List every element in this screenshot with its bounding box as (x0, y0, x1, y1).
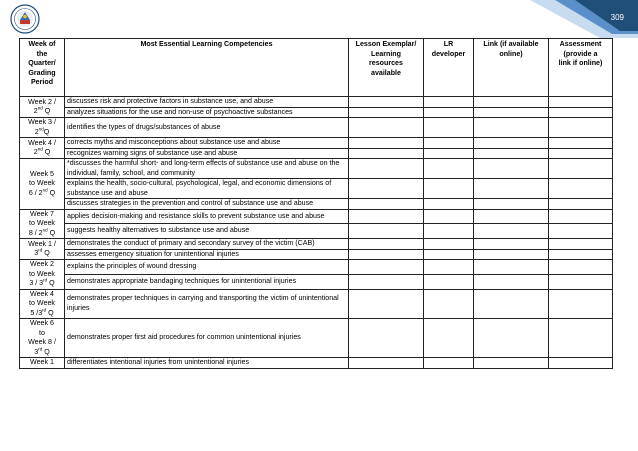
lr-cell (424, 138, 474, 149)
week-cell (20, 319, 65, 358)
week-ordinal: rd (38, 247, 43, 253)
competency-cell: identifies the types of drugs/substances of abuse (65, 118, 349, 138)
lesson-cell (349, 224, 424, 239)
competency-cell: explains the principles of wound dressing (65, 260, 349, 275)
col-melc-header: Most Essential Learning Competencies (65, 39, 349, 97)
competency-cell: demonstrates proper techniques in carrying and transporting the victim of unintentional injuries (65, 289, 349, 319)
col-lesson-header (349, 39, 424, 97)
lesson-cell (349, 159, 424, 179)
assessment-cell (549, 209, 613, 224)
assessment-cell (549, 148, 613, 159)
header-line: Link (if available (483, 40, 539, 48)
assessment-cell (549, 239, 613, 250)
week-cell (20, 358, 65, 369)
week-ordinal: rd (38, 346, 43, 352)
week-quarter: Q (42, 107, 51, 115)
competency-cell: discusses strategies in the prevention and control of substance use and abuse (65, 199, 349, 210)
melc-table (19, 38, 613, 369)
link-cell (474, 148, 549, 159)
lr-cell (424, 179, 474, 199)
link-cell (474, 179, 549, 199)
header-line: online) (499, 49, 523, 58)
header-line: link if online) (558, 59, 603, 67)
assessment-cell (549, 224, 613, 239)
lesson-cell (349, 118, 424, 138)
lesson-cell (349, 260, 424, 275)
header-line: available (371, 68, 401, 77)
assessment-cell (549, 289, 613, 319)
lr-cell (424, 199, 474, 210)
week-text: to Week (29, 179, 55, 187)
link-cell (474, 358, 549, 369)
week-ordinal: nd (42, 187, 48, 193)
header-line: Assessment (559, 40, 602, 48)
week-cell (20, 209, 65, 239)
page-number: 309 (610, 13, 624, 22)
table-row (20, 138, 613, 149)
lr-cell (424, 118, 474, 138)
week-text: Week 2 / (28, 97, 56, 106)
link-cell (474, 138, 549, 149)
col-lr-header (424, 39, 474, 97)
week-quarter: Q (47, 228, 56, 237)
week-cell (20, 118, 65, 138)
week-text: 6 / 2 (28, 188, 43, 197)
week-text: Week 6 (30, 319, 54, 327)
lesson-cell (349, 319, 424, 358)
week-text: Week 4 (30, 289, 54, 298)
week-text: Week 1 / (28, 239, 56, 248)
col-link-header (474, 39, 549, 97)
week-cell (20, 289, 65, 319)
week-text: Week 1 (30, 358, 54, 366)
week-text: 5 /3 (30, 308, 43, 317)
lr-cell (424, 224, 474, 239)
link-cell (474, 224, 549, 239)
lesson-cell (349, 107, 424, 118)
week-text: Week 4 / (28, 138, 56, 147)
week-text: 2 (33, 107, 38, 115)
week-text: to (39, 328, 45, 337)
link-cell (474, 97, 549, 108)
lesson-cell (349, 249, 424, 260)
lesson-cell (349, 209, 424, 224)
link-cell (474, 199, 549, 210)
header-line: (provide a (563, 49, 598, 58)
lr-cell (424, 274, 474, 289)
link-cell (474, 249, 549, 260)
week-ordinal: rd (43, 277, 48, 283)
week-ordinal: nd (42, 227, 48, 233)
assessment-cell (549, 249, 613, 260)
lr-cell (424, 209, 474, 224)
table-row (20, 107, 613, 118)
week-text: 2 (33, 148, 38, 156)
header-banner (0, 0, 638, 38)
week-quarter: Q (47, 188, 56, 197)
week-ordinal: nd (38, 126, 44, 132)
week-quarter: Q (46, 308, 54, 317)
assessment-cell (549, 107, 613, 118)
link-cell (474, 118, 549, 138)
week-quarter: Q (42, 347, 50, 356)
lesson-cell (349, 97, 424, 108)
week-text: 3 (34, 347, 39, 356)
lesson-cell (349, 274, 424, 289)
link-cell (474, 289, 549, 319)
table-row (20, 289, 613, 319)
lr-cell (424, 319, 474, 358)
header-line: Week of (28, 40, 56, 48)
lr-cell (424, 148, 474, 159)
link-cell (474, 260, 549, 275)
table-row (20, 274, 613, 289)
assessment-cell (549, 118, 613, 138)
week-cell (20, 260, 65, 290)
week-text: 3 (34, 249, 39, 257)
header-line: Learning (371, 49, 401, 58)
lesson-cell (349, 358, 424, 369)
link-cell (474, 239, 549, 250)
table-row (20, 260, 613, 275)
competency-cell: analyzes situations for the use and non-use of psychoactive substances (65, 107, 349, 118)
week-cell (20, 97, 65, 118)
week-text: 8 / 2 (28, 228, 43, 237)
table-row (20, 199, 613, 210)
assessment-cell (549, 179, 613, 199)
competency-cell: demonstrates appropriate bandaging techniques for unintentional injuries (65, 274, 349, 289)
week-text: Week 7 (30, 209, 54, 218)
lr-cell (424, 260, 474, 275)
assessment-cell (549, 319, 613, 358)
table-header-row (20, 39, 613, 97)
header-line: LR (443, 40, 454, 48)
header-line: the (36, 49, 48, 58)
lr-cell (424, 239, 474, 250)
week-text: 2 (34, 127, 39, 136)
competency-cell: suggests healthy alternatives to substance use and abuse (65, 224, 349, 239)
lesson-cell (349, 199, 424, 210)
competency-cell: recognizes warning signs of substance use and abuse (65, 148, 349, 159)
week-text: Week 3 / (28, 118, 56, 126)
lr-cell (424, 107, 474, 118)
competency-cell: corrects myths and misconceptions about substance use and abuse (65, 138, 349, 149)
lesson-cell (349, 138, 424, 149)
competency-cell: applies decision-making and resistance skills to prevent substance use and abuse (65, 209, 349, 224)
competency-cell: demonstrates the conduct of primary and secondary survey of the victim (CAB) (65, 239, 349, 250)
header-line: Period (30, 78, 54, 86)
assessment-cell (549, 97, 613, 108)
lesson-cell (349, 239, 424, 250)
col-assessment-header (549, 39, 613, 97)
link-cell (474, 209, 549, 224)
week-text: Week 8 / (28, 338, 56, 346)
week-ordinal: rd (42, 307, 47, 313)
week-cell (20, 159, 65, 210)
header-line: Quarter/ (28, 59, 56, 67)
week-text: Week 2 (30, 260, 54, 268)
lr-cell (424, 358, 474, 369)
assessment-cell (549, 138, 613, 149)
link-cell (474, 319, 549, 358)
lr-cell (424, 289, 474, 319)
assessment-cell (549, 199, 613, 210)
header-line: Grading (28, 68, 56, 77)
table-row (20, 249, 613, 260)
table-row (20, 224, 613, 239)
week-text: Week 5 (30, 169, 54, 178)
lr-cell (424, 249, 474, 260)
lr-cell (424, 97, 474, 108)
week-quarter: Q (42, 249, 50, 257)
link-cell (474, 274, 549, 289)
week-text: to Week (29, 299, 55, 307)
table-row (20, 358, 613, 369)
competency-cell: demonstrates proper first aid procedures for common unintentional injuries (65, 319, 349, 358)
link-cell (474, 107, 549, 118)
header-line: resources (369, 59, 403, 67)
assessment-cell (549, 358, 613, 369)
week-text: to Week (29, 219, 55, 227)
lesson-cell (349, 179, 424, 199)
lesson-cell (349, 289, 424, 319)
assessment-cell (549, 274, 613, 289)
competency-cell: discusses risk and protective factors in substance use, and abuse (65, 97, 349, 108)
col-week-header (20, 39, 65, 97)
week-ordinal: nd (37, 146, 43, 152)
deped-seal-icon (10, 4, 40, 34)
week-text: 3 / 3 (29, 279, 44, 287)
header-line: developer (431, 49, 466, 58)
table-row (20, 179, 613, 199)
competency-cell: differentiates intentional injuries from unintentional injuries (65, 358, 349, 369)
lr-cell (424, 159, 474, 179)
table-row (20, 239, 613, 250)
competency-cell: explains the health, socio-cultural, psychological, legal, and economic dimensions of substance use and abuse (65, 179, 349, 199)
lesson-cell (349, 148, 424, 159)
table-row (20, 159, 613, 179)
header-line: Lesson Exemplar/ (355, 40, 417, 48)
table-row (20, 97, 613, 108)
week-quarter: Q (42, 148, 51, 156)
table-row (20, 319, 613, 358)
week-cell (20, 239, 65, 260)
week-ordinal: nd (37, 105, 43, 111)
table-row (20, 209, 613, 224)
link-cell (474, 159, 549, 179)
week-cell (20, 138, 65, 159)
week-quarter: Q (47, 279, 55, 287)
assessment-cell (549, 159, 613, 179)
week-text: to Week (29, 269, 55, 278)
competency-cell: assesses emergency situation for unintentional injuries (65, 249, 349, 260)
table-row (20, 148, 613, 159)
assessment-cell (549, 260, 613, 275)
table-row (20, 118, 613, 138)
competency-cell: *discusses the harmful short- and long-term effects of substance use and abuse on the individual, family, school, and community (65, 159, 349, 179)
week-quarter: Q (43, 127, 50, 136)
